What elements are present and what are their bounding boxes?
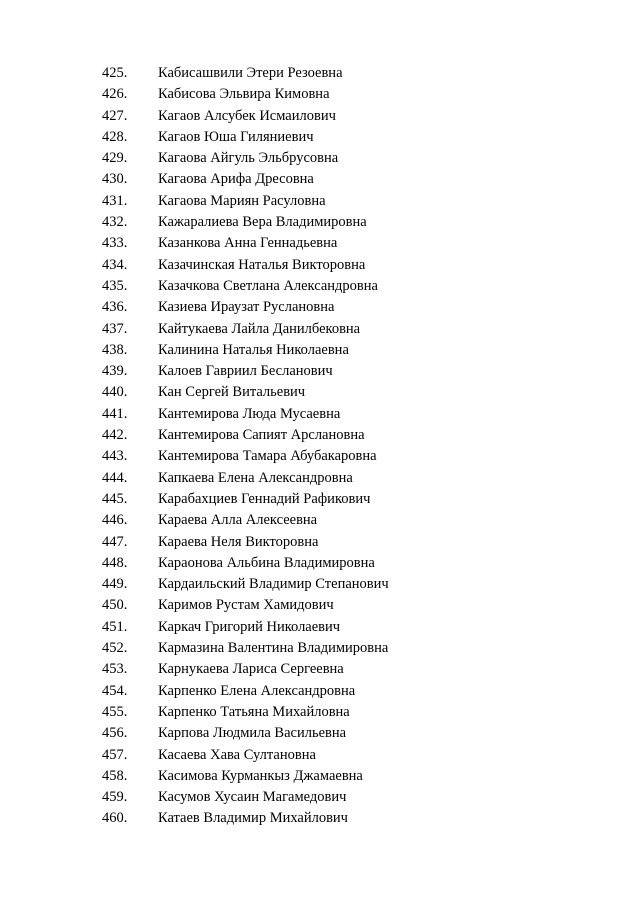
entry-full-name: Кан Сергей Витальевич (158, 384, 306, 401)
entry-number: 444. (102, 469, 128, 486)
entry-number: 449. (102, 576, 128, 593)
entry-full-name: Калоев Гавриил Бесланович (158, 363, 333, 380)
entry-full-name: Каркач Григорий Николаевич (158, 618, 341, 635)
entry-number: 441. (102, 405, 128, 422)
list-item (0, 808, 640, 829)
entry-number: 447. (102, 533, 128, 550)
entry-number: 454. (102, 682, 128, 699)
entry-number: 456. (102, 725, 128, 742)
list-item (0, 574, 640, 595)
list-item (0, 468, 640, 489)
list-item (0, 681, 640, 702)
entry-full-name: Казачинская Наталья Викторовна (158, 256, 366, 273)
entry-number: 435. (102, 277, 128, 294)
entry-number: 436. (102, 299, 128, 316)
list-item (0, 425, 640, 446)
list-item (0, 510, 640, 531)
list-item (0, 489, 640, 510)
entry-number: 442. (102, 427, 128, 444)
entry-number: 438. (102, 341, 128, 358)
entry-number: 437. (102, 320, 128, 337)
list-item (0, 638, 640, 659)
entry-full-name: Караева Алла Алексеевна (158, 512, 318, 529)
list-item (0, 191, 640, 212)
list-item (0, 787, 640, 808)
entry-full-name: Калинина Наталья Николаевна (158, 341, 349, 358)
entry-full-name: Каримов Рустам Хамидович (158, 597, 334, 614)
entry-number: 455. (102, 703, 128, 720)
list-item (0, 553, 640, 574)
entry-full-name: Казиева Ираузат Руслановна (158, 299, 335, 316)
entry-number: 433. (102, 235, 128, 252)
list-item (0, 382, 640, 403)
entry-full-name: Кажаралиева Вера Владимировна (158, 214, 367, 231)
entry-number: 432. (102, 214, 128, 231)
entry-full-name: Касумов Хусаин Магамедович (158, 789, 347, 806)
entry-full-name: Кагаов Юша Гиляниевич (158, 128, 314, 145)
list-item (0, 723, 640, 744)
entry-number: 439. (102, 363, 128, 380)
entry-full-name: Кармазина Валентина Владимировна (158, 640, 389, 657)
entry-number: 452. (102, 640, 128, 657)
list-item (0, 319, 640, 340)
entry-full-name: Карабахциев Геннадий Рафикович (158, 490, 371, 507)
entry-number: 460. (102, 810, 128, 827)
entry-number: 459. (102, 789, 128, 806)
list-item (0, 63, 640, 84)
entry-full-name: Карпова Людмила Васильевна (158, 725, 347, 742)
entry-number: 453. (102, 661, 128, 678)
entry-number: 445. (102, 490, 128, 507)
list-item (0, 340, 640, 361)
entry-full-name: Катаев Владимир Михайлович (158, 810, 348, 827)
entry-number: 429. (102, 150, 128, 167)
list-item (0, 212, 640, 233)
name-list (0, 63, 640, 830)
entry-number: 434. (102, 256, 128, 273)
entry-full-name: Карпенко Татьяна Михайловна (158, 703, 350, 720)
list-item (0, 148, 640, 169)
entry-full-name: Касимова Курманкыз Джамаевна (158, 767, 363, 784)
entry-number: 448. (102, 554, 128, 571)
entry-number: 443. (102, 448, 128, 465)
entry-full-name: Карнукаева Лариса Сергеевна (158, 661, 344, 678)
list-item (0, 169, 640, 190)
entry-number: 457. (102, 746, 128, 763)
entry-number: 440. (102, 384, 128, 401)
entry-full-name: Кантемирова Сапият Арслановна (158, 427, 365, 444)
entry-number: 450. (102, 597, 128, 614)
list-item (0, 617, 640, 638)
entry-full-name: Кайтукаева Лайла Данилбековна (158, 320, 361, 337)
entry-full-name: Кагаова Арифа Дресовна (158, 171, 314, 188)
entry-full-name: Карпенко Елена Александровна (158, 682, 356, 699)
entry-full-name: Кантемирова Люда Мусаевна (158, 405, 341, 422)
list-item (0, 84, 640, 105)
entry-full-name: Кабисашвили Этери Резоевна (158, 65, 343, 81)
list-item (0, 595, 640, 616)
entry-number: 446. (102, 512, 128, 529)
entry-full-name: Касаева Хава Султановна (158, 746, 316, 763)
list-item (0, 532, 640, 553)
list-item (0, 659, 640, 680)
entry-number: 431. (102, 192, 128, 209)
entry-number: 428. (102, 128, 128, 145)
list-item (0, 766, 640, 787)
entry-number: 458. (102, 767, 128, 784)
entry-full-name: Казачкова Светлана Александровна (158, 277, 378, 294)
list-item (0, 255, 640, 276)
list-item (0, 702, 640, 723)
entry-full-name: Капкаева Елена Александровна (158, 469, 353, 486)
list-item (0, 276, 640, 297)
list-item (0, 361, 640, 382)
list-item (0, 127, 640, 148)
list-item (0, 404, 640, 425)
entry-number: 426. (102, 86, 128, 103)
entry-full-name: Казанкова Анна Геннадьевна (158, 235, 338, 252)
entry-number: 451. (102, 618, 128, 635)
list-item (0, 106, 640, 127)
entry-full-name: Кагаов Алсубек Исмаилович (158, 107, 336, 124)
entry-full-name: Кагаова Мариян Расуловна (158, 192, 326, 209)
list-item (0, 233, 640, 254)
list-item (0, 297, 640, 318)
list-item (0, 745, 640, 766)
entry-full-name: Кабисова Эльвира Кимовна (158, 86, 330, 103)
entry-full-name: Кардаильский Владимир Степанович (158, 576, 389, 593)
entry-number: 427. (102, 107, 128, 124)
entry-full-name: Кагаова Айгуль Эльбрусовна (158, 150, 339, 167)
entry-number: 430. (102, 171, 128, 188)
entry-number: 425. (102, 65, 128, 81)
entry-full-name: Караонова Альбина Владимировна (158, 554, 375, 571)
entry-full-name: Караева Неля Викторовна (158, 533, 319, 550)
entry-full-name: Кантемирова Тамара Абубакаровна (158, 448, 377, 465)
list-item (0, 446, 640, 467)
